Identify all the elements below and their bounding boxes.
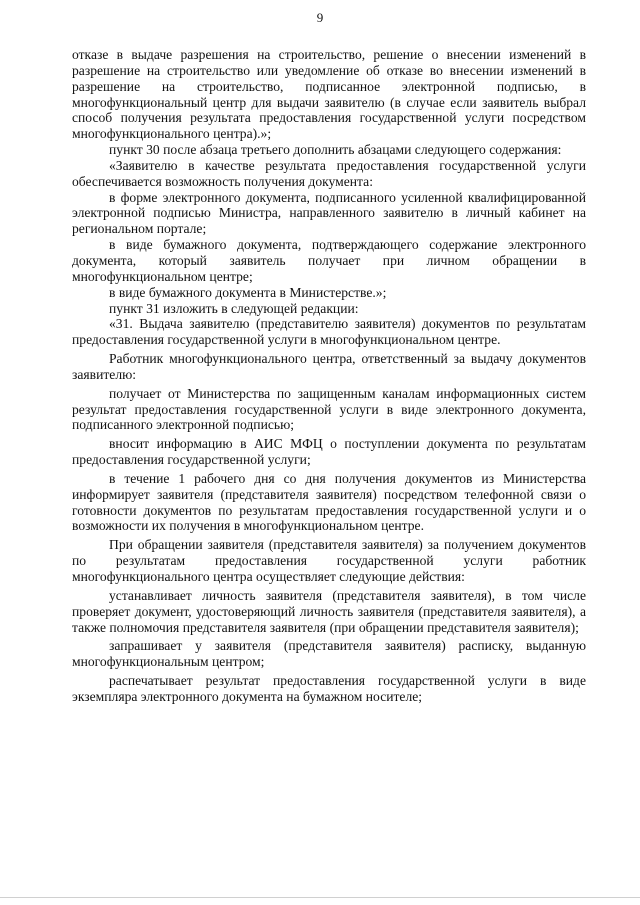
- paragraph: «Заявителю в качестве результата предоставления государственной услуги обеспечивается возможность получения документа:: [72, 157, 586, 189]
- page-bottom-edge: [0, 897, 640, 898]
- paragraph: «31. Выдача заявителю (представителю заявителя) документов по результатам предоставления государственной услуги в многофункциональном центре.: [72, 316, 586, 348]
- paragraph: вносит информацию в АИС МФЦ о поступлении документа по результатам предоставления государственной услуги;: [72, 436, 586, 468]
- paragraph: запрашивает у заявителя (представителя заявителя) расписку, выданную многофункциональным центром;: [72, 638, 586, 670]
- paragraph: Работник многофункционального центра, ответственный за выдачу документов заявителю:: [72, 351, 586, 382]
- paragraph: в виде бумажного документа в Министерстве.»;: [109, 284, 387, 300]
- paragraph: пункт 31 изложить в следующей редакции:: [109, 300, 359, 316]
- paragraph: распечатывает результат предоставления государственной услуги в виде экземпляра электронного документа на бумажном носителе;: [72, 673, 586, 704]
- page-number: 9: [316, 10, 324, 25]
- paragraph: получает от Министерства по защищенным каналам информационных систем результат предоставления государственной услуги в виде электронного документа, подписанного электронной подписью;: [72, 385, 586, 433]
- paragraph: в течение 1 рабочего дня со дня получения документов из Министерства информирует заявителя (представителя заявителя) посредством телефонной связи о готовности документов по результатам предоставления государственной услуги и о возможности их получения в многофункциональном центре.: [72, 470, 586, 534]
- paragraph: устанавливает личность заявителя (представителя заявителя), в том числе проверяет документ, удостоверяющий личность заявителя (представителя заявителя), а также полномочия представителя заявителя (при обращении представителя заявителя);: [72, 587, 586, 635]
- document-body: [72, 47, 586, 705]
- paragraph: пункт 30 после абзаца третьего дополнить абзацами следующего содержания:: [109, 142, 562, 158]
- paragraph: При обращении заявителя (представителя заявителя) за получением документов по результатам предоставления государственной услуги работник многофункционального центра осуществляет следующие действия:: [72, 537, 586, 584]
- paragraph: в форме электронного документа, подписанного усиленной квалифицированной электронной подписью Министра, направленного заявителю в личный кабинет на региональном портале;: [72, 189, 586, 237]
- paragraph: отказе в выдаче разрешения на строительство, решение о внесении изменений в разрешение на строительство или уведомление об отказе во внесении изменений в разрешение на строительство, подписанное электронной подписью, в многофункциональный центр для выдачи заявителю (в случае если заявитель выбрал способ получения результата предоставления государственной услуги посредством многофункционального центра).»;: [72, 47, 586, 142]
- paragraph: в виде бумажного документа, подтверждающего содержание электронного документа, который заявитель получает при личном обращении в многофункциональном центре;: [72, 237, 586, 284]
